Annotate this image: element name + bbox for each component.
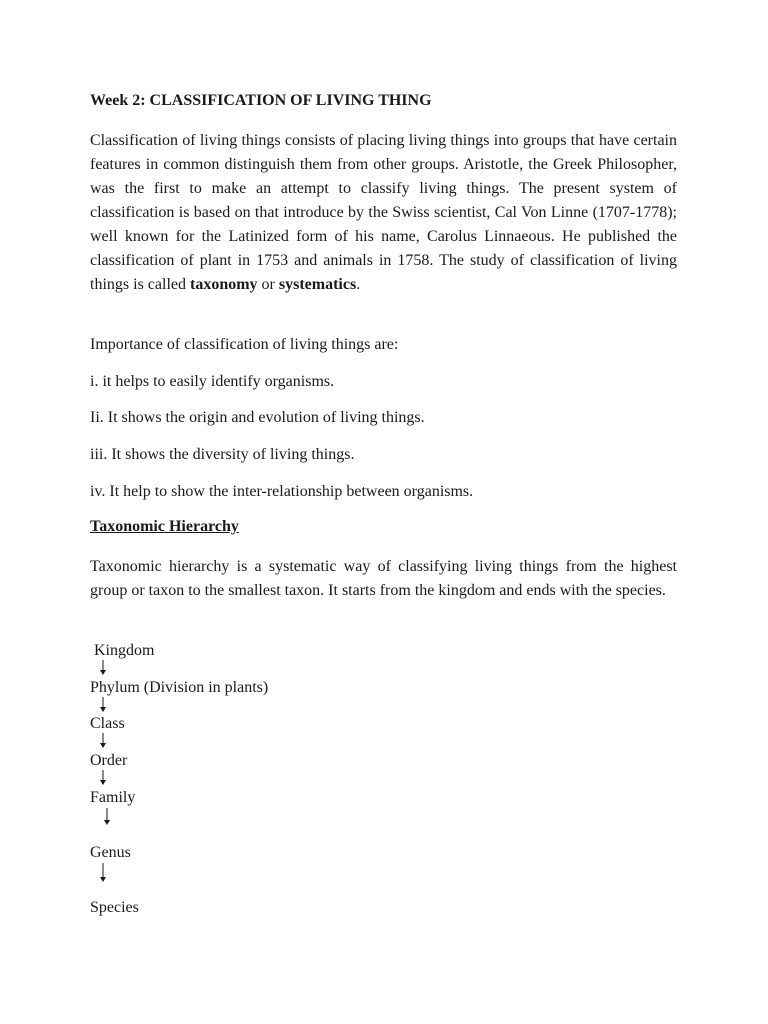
intro-paragraph <box>90 129 677 297</box>
level-genus: Genus <box>90 844 131 861</box>
level-order: Order <box>90 752 128 769</box>
importance-item-1: i. it helps to easily identify organisms. <box>90 373 335 390</box>
arrow-down-icon <box>98 863 108 883</box>
arrow-down-icon <box>98 660 108 676</box>
term-systematics: systematics <box>278 276 357 293</box>
importance-item-2: Ii. It shows the origin and evolution of living things. <box>90 409 425 426</box>
level-class: Class <box>90 715 125 732</box>
term-taxonomy: taxonomy <box>189 276 258 293</box>
importance-lead: Importance of classification of living things are: <box>90 336 399 353</box>
level-family: Family <box>90 789 136 806</box>
arrow-down-icon <box>98 770 108 786</box>
level-species: Species <box>90 899 139 916</box>
intro-joiner: or <box>257 276 279 293</box>
level-phylum: Phylum (Division in plants) <box>90 679 269 696</box>
importance-item-4: iv. It help to show the inter-relationship between organisms. <box>90 483 474 500</box>
importance-item-3: iii. It shows the diversity of living things. <box>90 446 355 463</box>
intro-text: Classification of living things consists of placing living things into groups that have certain features in common distinguish them from other groups. Aristotle, the Greek Philosopher, was the first to make an attempt to classify living things. The present system of classification is based on that introduce by the Swiss scientist, Cal Von Linne (1707-1778); well known for the Latinized form of his name, Carolus Linnaeous. He published the classification of plant in 1753 and animals in 1758. The study of classification of living things is called <box>90 132 677 293</box>
arrow-down-icon <box>98 733 108 749</box>
arrow-down-icon <box>98 697 108 713</box>
document-title: Week 2: CLASSIFICATION OF LIVING THING <box>90 92 432 109</box>
level-kingdom: Kingdom <box>94 642 155 659</box>
arrow-down-icon <box>102 808 112 826</box>
hierarchy-heading: Taxonomic Hierarchy <box>90 518 239 535</box>
intro-end: . <box>356 276 361 293</box>
hierarchy-description: Taxonomic hierarchy is a systematic way of classifying living things from the highest group or taxon to the smallest taxon. It starts from the kingdom and ends with the species. <box>90 558 677 599</box>
